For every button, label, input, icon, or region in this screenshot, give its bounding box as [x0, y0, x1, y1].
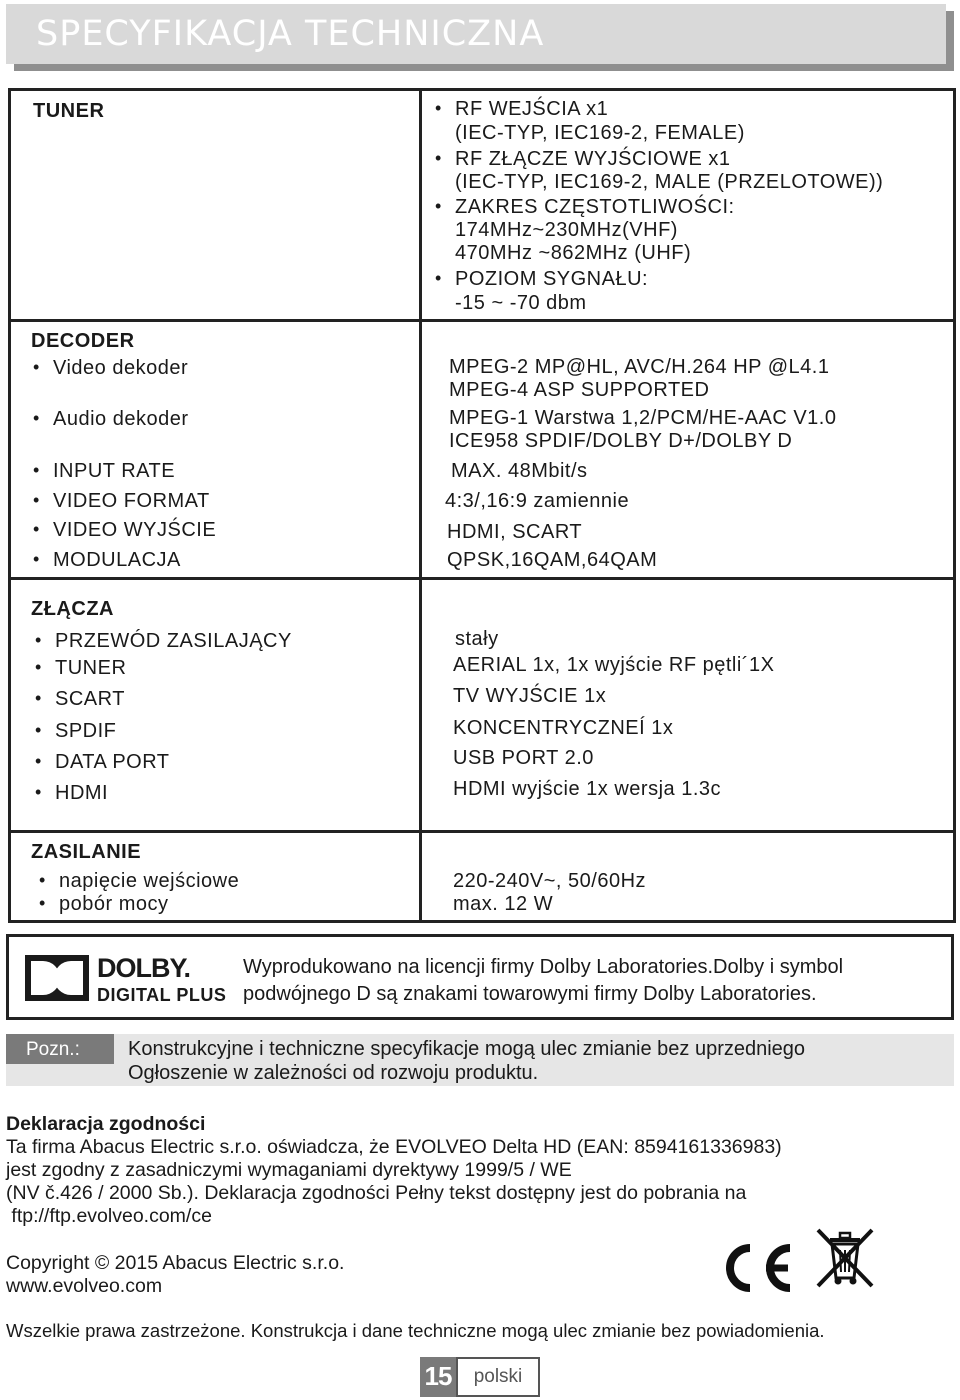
- tuner-title: TUNER: [33, 100, 105, 122]
- page-title: SPECYFIKACJA TECHNICZNA: [36, 14, 545, 54]
- decoder-value: HDMI, SCART: [447, 521, 583, 543]
- weee-bin-icon: [812, 1224, 878, 1290]
- decoder-label: • Audio dekoder: [53, 408, 188, 431]
- decoder-label: • Video dekoder: [53, 357, 188, 380]
- decoder-value: MPEG-1 Warstwa 1,2/PCM/HE-AAC V1.0: [449, 407, 837, 429]
- note-box: [6, 1034, 954, 1086]
- tuner-line: 174MHz~230MHz(VHF): [455, 219, 678, 241]
- note-label: Pozn.:: [6, 1034, 114, 1064]
- tuner-line: -15 ~ -70 dbm: [455, 292, 587, 314]
- page-number: 15: [420, 1357, 456, 1397]
- connector-label: • PRZEWÓD ZASILAJĄCY: [55, 630, 292, 653]
- decoder-label: • MODULACJA: [53, 549, 181, 572]
- decoder-label: • INPUT RATE: [53, 460, 175, 483]
- power-value: max. 12 W: [453, 893, 554, 915]
- decoder-value: QPSK,16QAM,64QAM: [447, 549, 658, 571]
- power-title: ZASILANIE: [31, 841, 142, 863]
- connector-value: HDMI wyjście 1x wersja 1.3c: [453, 778, 722, 800]
- row-divider: [11, 830, 953, 833]
- rights-text: Wszelkie prawa zastrzeżone. Konstrukcja i dane techniczne mogą ulec zmianie bez powiadomienia.: [6, 1320, 825, 1341]
- power-value: 220-240V~, 50/60Hz: [453, 870, 647, 892]
- row-divider: [11, 319, 953, 322]
- decoder-value: ICE958 SPDIF/DOLBY D+/DOLBY D: [449, 430, 793, 452]
- dolby-logo-word: DOLBY.: [97, 953, 191, 983]
- connector-label: • DATA PORT: [55, 751, 170, 774]
- declaration-line: (NV č.426 / 2000 Sb.). Deklaracja zgodności Pełny tekst dostępny jest do pobrania na: [6, 1182, 747, 1204]
- dolby-double-d-icon: [25, 955, 89, 1001]
- connector-label: • SPDIF: [55, 720, 116, 743]
- connector-label: • SCART: [55, 688, 125, 711]
- tuner-line: • RF WEJŚCIA x1: [455, 98, 608, 121]
- dolby-text-line: podwójnego D są znakami towarowymi firmy Dolby Laboratories.: [243, 983, 817, 1005]
- note-text-line: Konstrukcyjne i techniczne specyfikacje mogą ulec zmianie bez uprzedniego: [128, 1038, 806, 1060]
- connector-value: AERIAL 1x, 1x wyjście RF pętli´1X: [453, 654, 775, 676]
- declaration-link[interactable]: ftp://ftp.evolveo.com/ce: [6, 1205, 212, 1227]
- tuner-line: (IEC-TYP, IEC169-2, FEMALE): [455, 122, 745, 144]
- tuner-line: 470MHz ~862MHz (UHF): [455, 242, 692, 264]
- column-divider: [419, 91, 422, 920]
- page-header: [6, 4, 946, 64]
- spec-table: [8, 88, 956, 923]
- power-label: • napięcie wejściowe: [59, 870, 239, 893]
- tuner-line: • POZIOM SYGNAŁU:: [455, 268, 648, 291]
- dolby-logo-sub: DIGITAL PLUS: [97, 985, 227, 1005]
- page-language: polski: [456, 1357, 540, 1397]
- declaration-line: jest zgodny z zasadniczymi wymaganiami dyrektywy 1999/5 / WE: [6, 1159, 572, 1181]
- connector-value: USB PORT 2.0: [453, 747, 594, 769]
- tuner-line: (IEC-TYP, IEC169-2, MALE (PRZELOTOWE)): [455, 171, 884, 193]
- connector-label: • TUNER: [55, 657, 126, 680]
- tuner-line: • ZAKRES CZĘSTOTLIWOŚCI:: [455, 196, 735, 219]
- decoder-title: DECODER: [31, 330, 135, 352]
- decoder-value: MPEG-2 MP@HL, AVC/H.264 HP @L4.1: [449, 356, 830, 378]
- copyright-text: Copyright © 2015 Abacus Electric s.r.o.: [6, 1252, 345, 1274]
- ce-mark-icon: [714, 1240, 796, 1296]
- declaration-line: Ta firma Abacus Electric s.r.o. oświadcza, że EVOLVEO Delta HD (EAN: 8594161336983): [6, 1136, 782, 1158]
- connector-label: • HDMI: [55, 782, 108, 805]
- power-label: • pobór mocy: [59, 893, 169, 916]
- dolby-text-line: Wyprodukowano na licencji firmy Dolby Laboratories.Dolby i symbol: [243, 956, 844, 978]
- dolby-license-box: [6, 934, 954, 1020]
- decoder-label: • VIDEO WYJŚCIE: [53, 519, 216, 542]
- connectors-title: ZŁĄCZA: [31, 598, 114, 620]
- connector-value: stały: [455, 628, 499, 650]
- decoder-label: • VIDEO FORMAT: [53, 490, 210, 513]
- decoder-value: MAX. 48Mbit/s: [451, 460, 588, 482]
- connector-value: KONCENTRYCZNEÍ 1x: [453, 717, 674, 739]
- connector-value: TV WYJŚCIE 1x: [453, 685, 607, 707]
- tuner-line: • RF ZŁĄCZE WYJŚCIOWE x1: [455, 148, 730, 171]
- decoder-value: 4:3/,16:9 zamiennie: [445, 490, 630, 512]
- row-divider: [11, 577, 953, 580]
- decoder-value: MPEG-4 ASP SUPPORTED: [449, 379, 710, 401]
- declaration-title: Deklaracja zgodności: [6, 1113, 206, 1135]
- website-link[interactable]: www.evolveo.com: [6, 1275, 163, 1297]
- note-text-line: Ogłoszenie w zależności od rozwoju produktu.: [128, 1062, 539, 1084]
